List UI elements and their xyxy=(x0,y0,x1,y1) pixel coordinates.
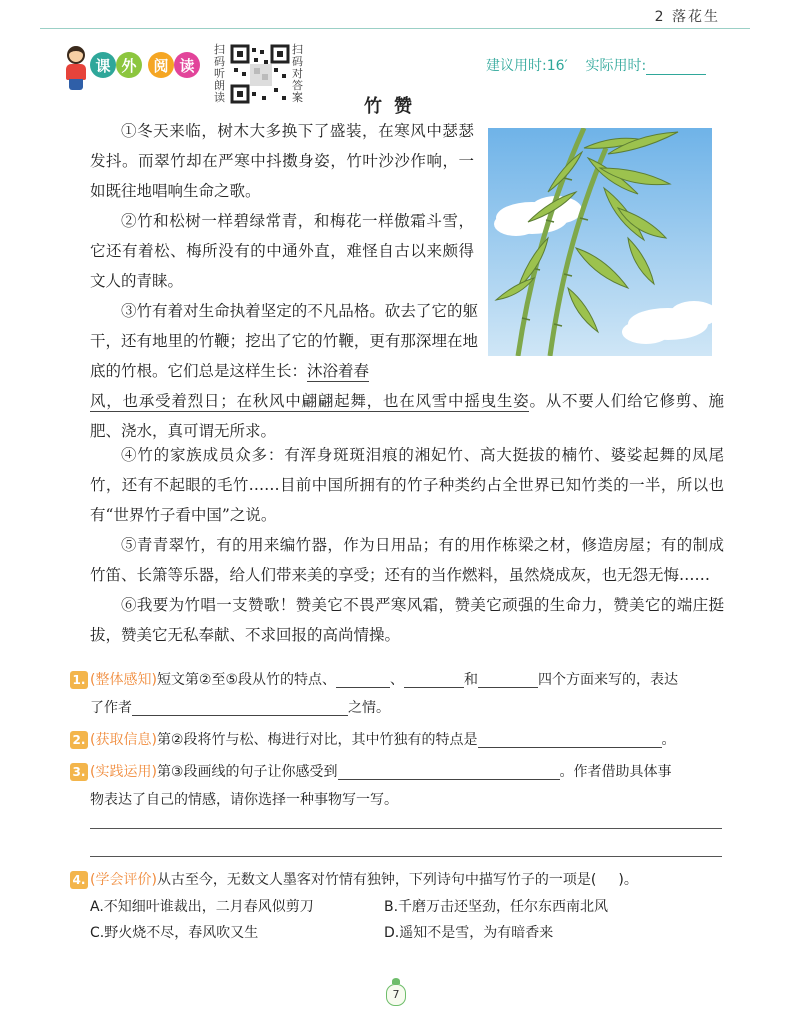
option-d[interactable]: D.遥知不是雪，为有暗香来 xyxy=(384,925,554,941)
question-1-sep-2: 和 xyxy=(464,672,479,688)
question-1-text-a: 短文第②至⑤段从竹的特点、 xyxy=(156,672,337,688)
question-1-tag: (整体感知) xyxy=(90,672,157,688)
chapter-title: 2 落花生 xyxy=(654,9,720,25)
paragraph-4: ④竹的家族成员众多：有浑身斑斑泪痕的湘妃竹、高大挺拔的楠竹、婆娑起舞的凤尾竹，还有不起眼的毛竹……目前中国所拥有的竹子种类约占全世界已知竹类的一半，所以也有“世界竹子看中国”之说。 xyxy=(90,446,724,524)
qr-answer-label: 扫码对答案 xyxy=(292,43,303,104)
question-4-text-b: )。 xyxy=(618,872,638,888)
question-3-number: 3. xyxy=(70,763,88,781)
passage-title: 竹赞 xyxy=(364,96,424,117)
question-3-line-2: 物表达了自己的情感，请你选择一种事物写一写。 xyxy=(90,792,398,808)
actual-time-label: 实际用时: xyxy=(585,58,647,74)
answer-blank-1b[interactable] xyxy=(404,672,464,688)
banner-bubble-3: 阅 xyxy=(148,52,174,78)
actual-time-blank[interactable] xyxy=(646,61,706,75)
question-1-line-2 xyxy=(90,694,730,722)
option-a[interactable]: A.不知细叶谁裁出，二月春风似剪刀 xyxy=(90,899,314,915)
paragraph-5: ⑤青青翠竹，有的用来编竹器，作为日用品；有的用作栋梁之材，修造房屋；有的制成竹笛、长箫等乐器，给人们带来美的享受；还有的当作燃料，虽然烧成灰，也无怨无悔…… xyxy=(90,536,724,584)
header-divider xyxy=(40,28,750,29)
question-1-text-c: 了作者 xyxy=(90,700,132,716)
option-b[interactable]: B.千磨万击还坚劲，任尔东西南北风 xyxy=(384,899,609,915)
underlined-sentence-part-2: 风，也承受着烈日；在秋风中翩翩起舞，也在风雪中摇曳生姿 xyxy=(90,392,530,410)
answer-blank-1d[interactable] xyxy=(132,700,348,716)
question-3-tag: (实践运用) xyxy=(90,764,157,780)
question-3 xyxy=(70,758,730,786)
question-2-number: 2. xyxy=(70,731,88,749)
paragraph-6: ⑥我要为竹唱一支赞歌！赞美它不畏严寒风霜，赞美它顽强的生命力，赞美它的端庄挺拔，赞美它无私奉献、不求回报的高尚情操。 xyxy=(90,596,724,644)
question-2-text-a: 第②段将竹与松、梅进行对比，其中竹独有的特点是 xyxy=(156,732,478,748)
paragraph-1: ①冬天来临，树木大多换下了盛装，在寒风中瑟瑟发抖。而翠竹却在严寒中抖擞身姿，竹叶沙沙作响，一如既往地唱响生命之歌。 xyxy=(90,122,474,200)
underlined-sentence-part-1: 沐浴着春 xyxy=(307,362,370,380)
option-c[interactable]: C.野火烧不尽，春风吹又生 xyxy=(90,925,259,941)
reading-time xyxy=(486,55,706,75)
suggested-time: 建议用时:16′ xyxy=(486,58,568,74)
question-1-number: 1. xyxy=(70,671,88,689)
writing-line-1[interactable] xyxy=(90,828,722,829)
question-4 xyxy=(70,866,730,894)
section-banner xyxy=(64,43,304,104)
page-number: 7 xyxy=(386,984,406,1006)
answer-blank-1c[interactable] xyxy=(478,672,538,688)
bamboo-illustration xyxy=(488,128,712,356)
paragraph-2: ②竹和松树一样碧绿常青，和梅花一样傲霜斗雪，它还有着松、梅所没有的中通外直，难怪自古以来颇得文人的青睐。 xyxy=(90,212,474,290)
answer-blank-2[interactable] xyxy=(478,732,662,748)
question-3-text-b: 。作者借助具体事 xyxy=(559,764,672,780)
banner-bubble-2: 外 xyxy=(116,52,142,78)
banner-bubble-4: 读 xyxy=(174,52,200,78)
question-1 xyxy=(70,666,730,694)
question-2 xyxy=(70,726,730,754)
paragraph-3-text: ③竹有着对生命执着坚定的不凡品格。砍去了它的躯干，还有地里的竹鞭；挖出了它的竹鞭，更有那深埋在地底的竹根。它们总是这样生长： xyxy=(90,302,478,380)
banner-bubble-1: 课 xyxy=(90,52,116,78)
writing-line-2[interactable] xyxy=(90,856,722,857)
paragraph-3-rest: 。从不要人们给它修剪、施肥、浇水，真可谓无所求。 xyxy=(90,392,724,440)
answer-blank-3[interactable] xyxy=(338,764,560,780)
paragraph-3-part-2 xyxy=(90,386,724,446)
question-4-number: 4. xyxy=(70,871,88,889)
answer-blank-1a[interactable] xyxy=(336,672,390,688)
qr-code-icon[interactable] xyxy=(230,44,290,104)
student-mascot-icon xyxy=(64,46,88,90)
question-1-sep-1: 、 xyxy=(390,672,405,688)
question-3-text-a: 第③段画线的句子让你感受到 xyxy=(156,764,338,780)
question-4-text-a: 从古至今，无数文人墨客对竹情有独钟，下列诗句中描写竹子的一项是( xyxy=(156,872,597,888)
question-1-text-b: 四个方面来写的，表达 xyxy=(538,672,679,688)
question-2-text-b: 。 xyxy=(661,732,676,748)
qr-listen-label: 扫码听朗读 xyxy=(214,43,225,104)
question-2-tag: (获取信息) xyxy=(90,732,157,748)
question-4-tag: (学会评价) xyxy=(90,872,157,888)
question-1-text-d: 之情。 xyxy=(348,700,390,716)
paragraph-3-part-1 xyxy=(90,296,478,386)
